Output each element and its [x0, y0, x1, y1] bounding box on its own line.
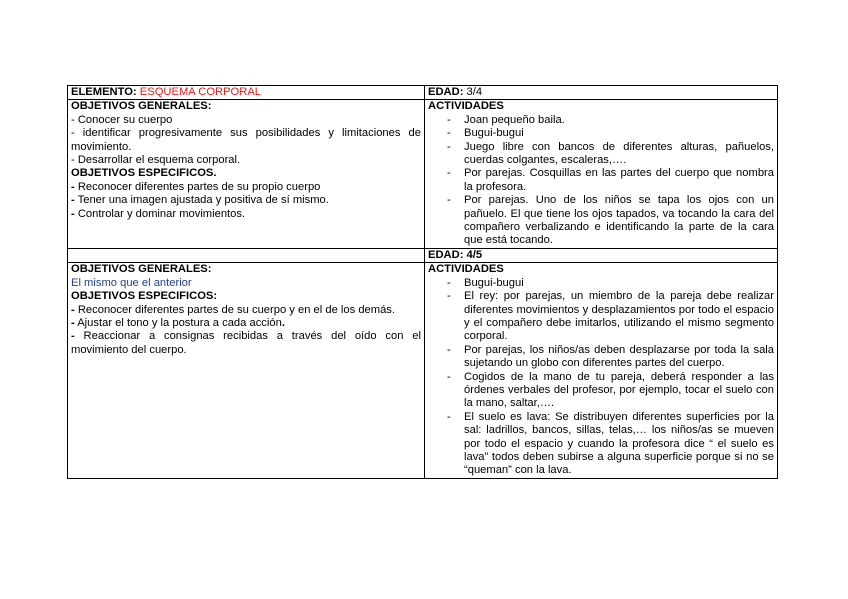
objetivos-especificos-title: OBJETIVOS ESPECIFICOS.: [71, 167, 217, 180]
actividad-item: - Juego libre con bancos de diferentes alturas, pañuelos, cuerdas colgantes, escaleras,….: [428, 141, 774, 168]
edad-value: 3/4: [463, 86, 483, 98]
actividades-title: ACTIVIDADES: [428, 100, 504, 113]
edad-row-2: [68, 248, 778, 262]
objetivos-cell-1: [68, 100, 425, 248]
objetivos-generales-title: OBJETIVOS GENERALES:: [71, 100, 212, 113]
objetivo-especifico-text: Tener una imagen ajustada y positiva de sí mismo.: [74, 194, 329, 207]
content-row-2: [68, 263, 778, 479]
actividades-list: [428, 277, 774, 478]
objetivos-especificos-title: OBJETIVOS ESPECIFICOS:: [71, 290, 218, 303]
dash-bullet: -: [71, 316, 75, 329]
actividades-cell-1: [425, 100, 778, 248]
objetivo-general: - Desarrollar el esquema corporal.: [71, 154, 241, 167]
content-row-1: [68, 100, 778, 248]
objetivo-general: - identificar progresivamente sus posibilidades y limitaciones de movimiento.: [71, 127, 421, 153]
dash-bullet: -: [71, 194, 75, 207]
empty-cell: [68, 248, 425, 262]
actividad-item: - Por parejas. Cosquillas en las partes del cuerpo que nombra la profesora.: [428, 167, 774, 194]
actividad-item: - Bugui-bugui: [428, 127, 774, 140]
actividad-item: - El rey: por parejas, un miembro de la pareja debe realizar diferentes movimientos y desplazamientos por todo el espacio y el compañero debe imitarlos, utilizando el mismo segmento corporal.: [428, 290, 774, 344]
actividades-title: ACTIVIDADES: [428, 263, 504, 276]
objetivos-generales-title: OBJETIVOS GENERALES:: [71, 263, 212, 276]
dash-bullet: -: [71, 330, 75, 343]
edad-cell-2: EDAD: 4/5: [425, 248, 778, 262]
actividad-item: - Por parejas. Uno de los niños se tapa los ojos con un pañuelo. El que tiene los ojos tapados, va tocando la cara del compañero verbalizando e identificando la parte de la cara que está tocando.: [428, 194, 774, 248]
objetivo-especifico: [71, 181, 421, 194]
lesson-table: [67, 85, 778, 479]
objetivo-especifico-text: Reaccionar a consignas recibidas a través del oído con el movimiento del cuerpo.: [71, 330, 421, 356]
objetivo-especifico: [71, 330, 421, 357]
actividades-cell-2: [425, 263, 778, 479]
header-row: [68, 86, 778, 100]
objetivo-especifico: [71, 208, 421, 221]
dash-bullet: -: [71, 303, 75, 316]
objetivo-general: El mismo que el anterior: [71, 276, 192, 289]
objetivo-especifico-text: Ajustar el tono y la postura a cada acción: [74, 316, 282, 329]
objetivos-cell-2: [68, 263, 425, 479]
actividad-item: - Bugui-bugui: [428, 277, 774, 290]
actividad-item: - El suelo es lava: Se distribuyen diferentes superficies por la sal: ladrillos, bancos, sillas, telas,… los niños/as se mueven por todo el espacio y cuando la profesora dice “ el suelo es lava” todos deben subirse a alguna superficie porque si no se “queman” con la lava.: [428, 411, 774, 478]
dash-bullet: -: [71, 180, 75, 193]
objetivo-especifico-text: Controlar y dominar movimientos.: [74, 207, 246, 220]
actividad-item: - Joan pequeño baila.: [428, 114, 774, 127]
objetivo-especifico-text: Reconocer diferentes partes de su propio cuerpo: [74, 180, 321, 193]
elemento-label: ELEMENTO:: [71, 86, 137, 98]
elemento-cell: [68, 86, 425, 100]
actividad-item: - Por parejas, los niños/as deben desplazarse por toda la sala sujetando un globo con diferentes partes del cuerpo.: [428, 344, 774, 371]
objetivo-general: - Conocer su cuerpo: [71, 113, 173, 126]
elemento-value: ESQUEMA CORPORAL: [136, 86, 262, 98]
actividad-item: - Cogidos de la mano de tu pareja, deberá responder a las órdenes verbales del profesor, por ejemplo, tocar el suelo con la mano, saltar,….: [428, 371, 774, 411]
period: .: [281, 316, 285, 329]
edad-label: EDAD:: [428, 86, 464, 98]
dash-bullet: -: [71, 207, 75, 220]
objetivo-especifico-text: Reconocer diferentes partes de su cuerpo y en el de los demás.: [74, 303, 396, 316]
objetivo-especifico: [71, 317, 421, 330]
objetivo-especifico: [71, 304, 421, 317]
edad-cell-1: [425, 86, 778, 100]
objetivo-especifico: [71, 194, 421, 207]
actividades-list: [428, 114, 774, 248]
